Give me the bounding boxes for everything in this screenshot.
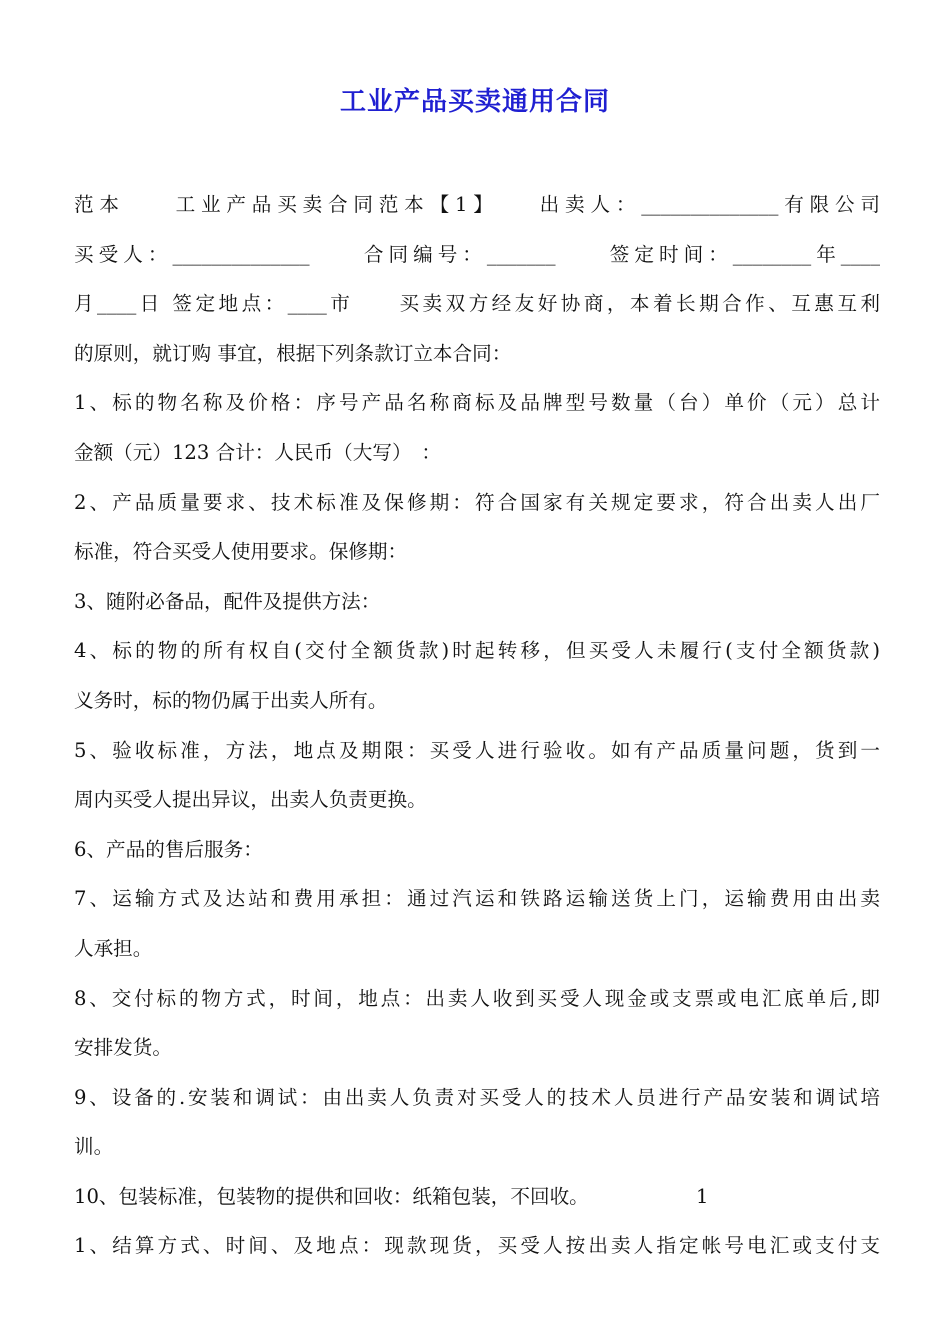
text-line: 金额（元）123 合计：人民币（大写） ： bbox=[74, 440, 441, 464]
text-line: 2、产品质量要求、技术标准及保修期：符合国家有关规定要求，符合出卖人出厂 bbox=[74, 490, 880, 514]
text-line: 3、随附必备品，配件及提供方法： bbox=[74, 589, 381, 613]
text-line: 9、设备的.安装和调试：由出卖人负责对买受人的技术人员进行产品安装和调试培 bbox=[74, 1085, 880, 1109]
text-line: 5、验收标准，方法，地点及期限：买受人进行验收。如有产品质量问题，货到一 bbox=[74, 738, 880, 762]
document-body bbox=[74, 180, 880, 1271]
text-line: 安排发货。 bbox=[74, 1036, 172, 1060]
text-line: 买受人：______________ 合同编号：_______ 签定时间：________年____ bbox=[74, 242, 880, 266]
text-line: 6、产品的售后服务： bbox=[74, 837, 263, 861]
text-line: 范本 工业产品买卖合同范本【1】 出卖人：______________有限公司 bbox=[74, 193, 880, 216]
text-line: 1、结算方式、时间、及地点：现款现货，买受人按出卖人指定帐号电汇或支付支 bbox=[74, 1234, 880, 1258]
text-line: 训。 bbox=[74, 1135, 114, 1159]
text-line: 8、交付标的物方式，时间，地点：出卖人收到买受人现金或支票或电汇底单后,即 bbox=[74, 986, 880, 1010]
text-line: 7、运输方式及达站和费用承担：通过汽运和铁路运输送货上门，运输费用由出卖 bbox=[74, 887, 880, 911]
text-line: 月____日 签定地点：____市 买卖双方经友好协商，本着长期合作、互惠互利 bbox=[74, 292, 880, 316]
page-number: 1 bbox=[696, 1185, 709, 1208]
text-line: 10、包装标准，包装物的提供和回收：纸箱包装，不回收。 bbox=[74, 1184, 589, 1208]
text-line: 标准，符合买受人使用要求。保修期： bbox=[74, 540, 408, 564]
text-line: 周内买受人提出异议，出卖人负责更换。 bbox=[74, 788, 427, 812]
text-line: 人承担。 bbox=[74, 936, 153, 960]
text-line: 义务时，标的物仍属于出卖人所有。 bbox=[74, 688, 388, 712]
text-line: 4、标的物的所有权自(交付全额货款)时起转移，但买受人未履行(支付全额货款) bbox=[74, 639, 880, 663]
text-line: 1、标的物名称及价格：序号产品名称商标及品牌型号数量（台）单价（元）总计 bbox=[74, 391, 880, 415]
text-line: 的原则，就订购 事宜，根据下列条款订立本合同： bbox=[74, 341, 512, 365]
document-title: 工业产品买卖通用合同 bbox=[339, 87, 610, 117]
